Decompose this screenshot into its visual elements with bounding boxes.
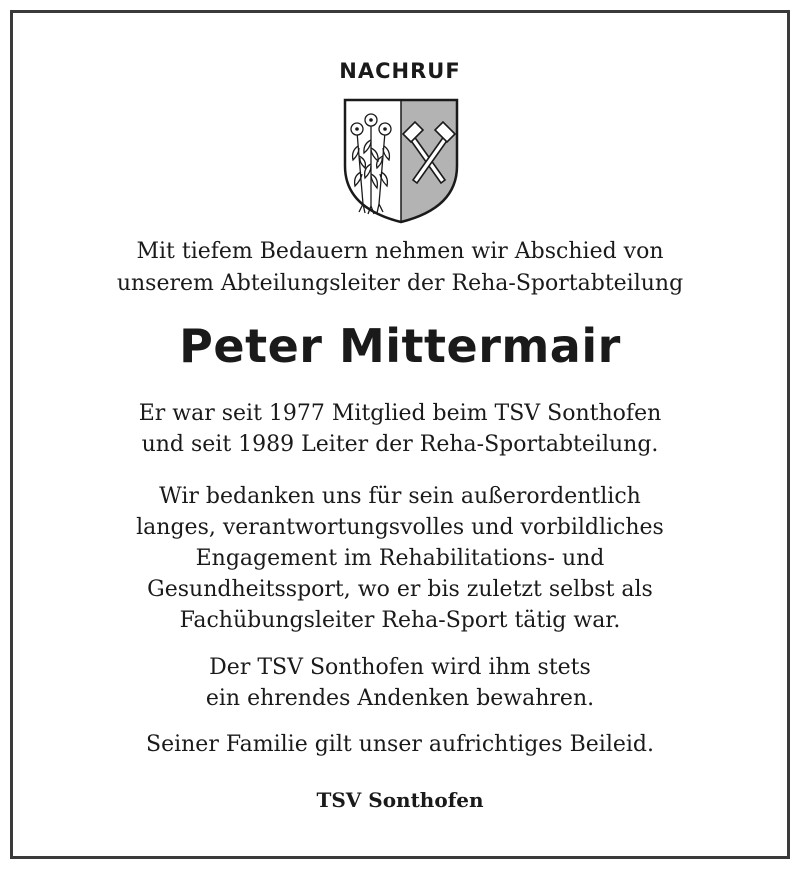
paragraph-line: Engagement im Rehabilitations- und <box>195 546 605 571</box>
remembrance-paragraph <box>0 652 800 714</box>
condolence-paragraph <box>0 729 800 760</box>
intro-line: Mit tiefem Bedauern nehmen wir Abschied von <box>136 239 664 264</box>
paragraph-line: Der TSV Sonthofen wird ihm stets <box>209 655 591 680</box>
intro-line: unserem Abteilungsleiter der Reha-Sportabteilung <box>116 271 684 296</box>
paragraph-line: Wir bedanken uns für sein außerordentlich <box>159 484 641 509</box>
paragraph-line: Er war seit 1977 Mitglied beim TSV Sonthofen <box>138 401 662 426</box>
membership-paragraph <box>0 398 800 460</box>
notice-heading: NACHRUF <box>339 59 461 83</box>
thanks-paragraph <box>0 481 800 636</box>
intro-text <box>0 236 800 300</box>
deceased-name: Peter Mittermair <box>179 319 621 373</box>
paragraph-line: Fachübungsleiter Reha-Sport tätig war. <box>179 608 621 633</box>
paragraph-line: Gesundheitssport, wo er bis zuletzt selbst als <box>147 577 653 602</box>
paragraph-line: und seit 1989 Leiter der Reha-Sportabteilung. <box>141 432 659 457</box>
paragraph-line: langes, verantwortungsvolles und vorbildliches <box>136 515 664 540</box>
paragraph-line: Seiner Familie gilt unser aufrichtiges Beileid. <box>146 732 654 757</box>
paragraph-line: ein ehrendes Andenken bewahren. <box>205 686 595 711</box>
signature: TSV Sonthofen <box>316 788 484 812</box>
coat-of-arms-icon <box>341 96 461 226</box>
